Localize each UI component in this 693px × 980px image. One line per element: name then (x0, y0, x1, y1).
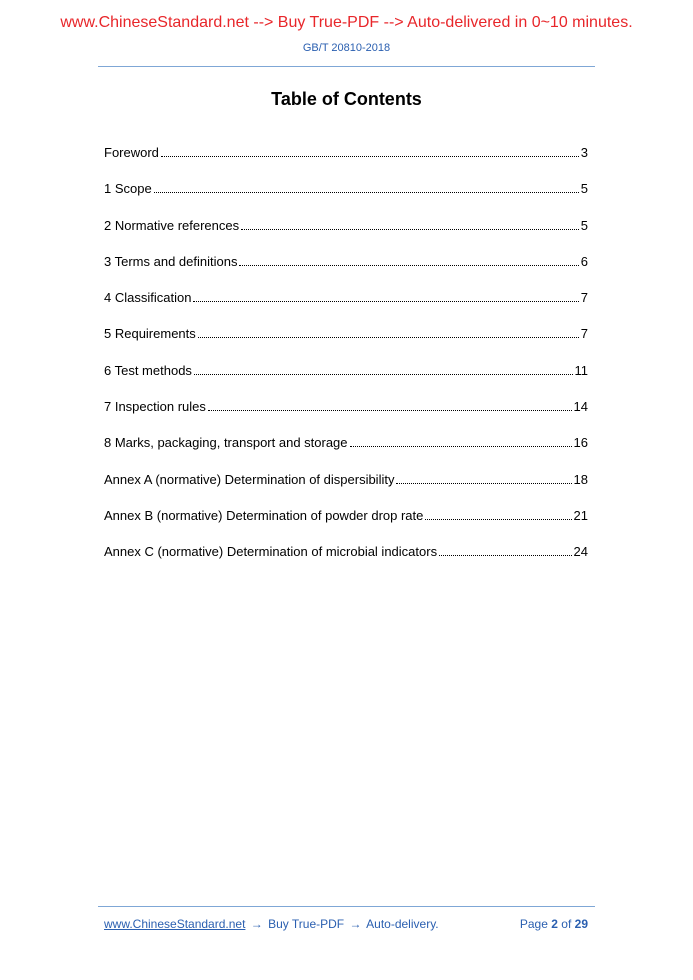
toc-entry-page: 18 (573, 471, 588, 487)
toc-dot-leader (350, 446, 572, 447)
toc-entry-requirements[interactable] (104, 326, 588, 362)
footer-divider (98, 906, 595, 907)
page-current: 2 (551, 917, 558, 931)
toc-entry-text: 4 Classification (104, 290, 192, 306)
toc-entry-text: Foreword (104, 145, 159, 160)
toc-entry-page: 11 (574, 362, 588, 378)
toc-entry-annex-b[interactable] (104, 508, 588, 544)
toc-entry-page: 5 (580, 217, 588, 233)
arrow-right-icon: → (250, 917, 263, 931)
toc-dot-leader (425, 519, 571, 520)
toc-entry-normative-references[interactable] (104, 218, 588, 254)
toc-list (104, 145, 588, 581)
toc-entry-page: 16 (573, 435, 588, 451)
footer (104, 917, 588, 931)
toc-dot-leader (193, 301, 578, 302)
toc-entry-page: 5 (580, 181, 588, 197)
toc-entry-page: 21 (573, 507, 588, 523)
toc-entry-text: 8 Marks, packaging, transport and storage (104, 435, 348, 451)
toc-dot-leader (154, 192, 579, 193)
toc-entry-foreword[interactable] (104, 145, 588, 181)
toc-entry-classification[interactable] (104, 290, 588, 326)
footer-buy-text: Buy True-PDF (268, 917, 345, 931)
toc-title: Table of Contents (271, 89, 422, 109)
toc-dot-leader (439, 555, 571, 556)
toc-entry-annex-c[interactable] (104, 544, 588, 580)
toc-entry-text: 1 Scope (104, 181, 152, 197)
toc-entry-text: 7 Inspection rules (104, 399, 206, 415)
toc-entry-text: Annex B (normative) Determination of powder drop rate (104, 507, 424, 523)
footer-links (104, 917, 439, 931)
page-indicator (520, 917, 588, 931)
toc-entry-text: 2 Normative references (104, 217, 240, 233)
toc-dot-leader (241, 229, 579, 230)
toc-entry-page: 24 (573, 544, 588, 560)
toc-entry-annex-a[interactable] (104, 472, 588, 508)
page-of-label: of (561, 917, 572, 931)
toc-entry-terms-definitions[interactable] (104, 254, 588, 290)
toc-entry-page: 3 (580, 145, 588, 160)
toc-entry-page: 7 (580, 290, 588, 306)
toc-entry-marks-packaging[interactable] (104, 435, 588, 471)
toc-dot-leader (161, 156, 579, 157)
page-label: Page (519, 917, 548, 931)
toc-entry-inspection-rules[interactable] (104, 399, 588, 435)
toc-entry-text: Annex A (normative) Determination of dispersibility (104, 471, 395, 487)
toc-entry-page: 14 (573, 399, 588, 415)
toc-entry-text: 5 Requirements (104, 326, 196, 342)
toc-entry-test-methods[interactable] (104, 363, 588, 399)
toc-entry-page: 6 (580, 253, 588, 269)
toc-dot-leader (198, 337, 579, 338)
arrow-right-icon: → (349, 917, 362, 931)
toc-dot-leader (208, 410, 572, 411)
toc-dot-leader (239, 265, 578, 266)
header-banner: www.ChineseStandard.net --> Buy True-PDF --> Auto-delivered in 0~10 minutes. (60, 14, 633, 31)
toc-entry-text: 3 Terms and definitions (104, 253, 238, 269)
standard-code: GB/T 20810-2018 (302, 42, 391, 54)
page-total: 29 (574, 917, 588, 931)
footer-site-link[interactable]: www.ChineseStandard.net (104, 917, 246, 931)
toc-entry-scope[interactable] (104, 181, 588, 217)
toc-entry-page: 7 (580, 326, 588, 342)
toc-entry-text: Annex C (normative) Determination of microbial indicators (104, 544, 438, 560)
toc-dot-leader (396, 483, 571, 484)
toc-entry-text: 6 Test methods (104, 362, 192, 378)
toc-dot-leader (194, 374, 573, 375)
header-divider (98, 66, 595, 67)
footer-delivery-text: Auto-delivery. (366, 917, 439, 931)
